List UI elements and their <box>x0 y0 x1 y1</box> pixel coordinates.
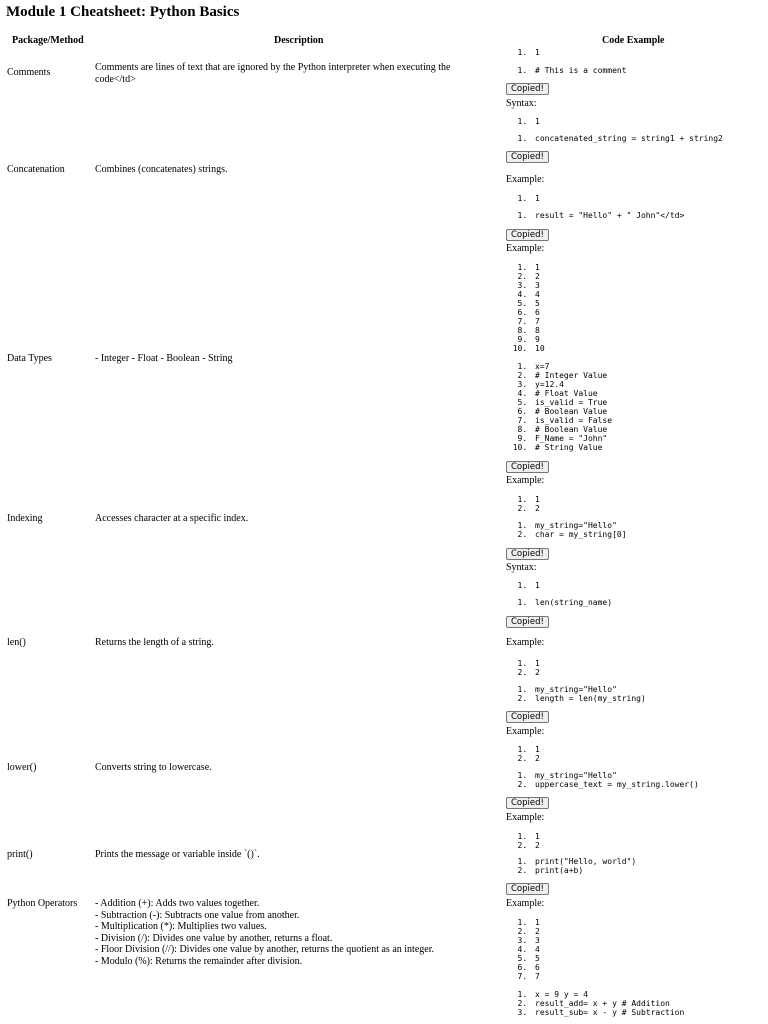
code-lines <box>506 598 768 607</box>
line-number: 1. 1 <box>532 581 768 590</box>
row-desc-lower: Converts string to lowercase. <box>95 762 212 773</box>
line-number: 1. 1 <box>532 263 768 272</box>
row-name-python-operators: Python Operators <box>7 898 78 909</box>
code-lines <box>506 521 768 539</box>
row-desc-python-operators <box>95 898 475 967</box>
line-numbers <box>506 659 768 677</box>
line-numbers <box>506 918 768 981</box>
code-label: Example: <box>506 898 545 909</box>
line-number: 2. 2 <box>532 841 768 850</box>
row-name-data-types: Data Types <box>7 353 52 364</box>
code-line: 5. is_valid = True <box>532 398 768 407</box>
header-description: Description <box>274 35 324 46</box>
copy-button[interactable]: Copied! <box>506 711 549 723</box>
code-lines <box>506 685 768 703</box>
code-line: 2. uppercase_text = my_string.lower() <box>532 780 768 789</box>
row-name-comments: Comments <box>7 67 51 78</box>
code-line: 1. x=7 <box>532 362 768 371</box>
row-name-len: len() <box>7 637 26 648</box>
line-number: 1. 1 <box>532 918 768 927</box>
line-numbers <box>506 117 768 126</box>
line-numbers <box>506 495 768 513</box>
code-line: 1. len(string_name) <box>532 598 768 607</box>
line-number: 1. 1 <box>532 659 768 668</box>
row-desc-concatenation: Combines (concatenates) strings. <box>95 164 228 175</box>
row-desc-print: Prints the message or variable inside `()`. <box>95 849 260 860</box>
line-numbers <box>506 581 768 590</box>
copy-button[interactable]: Copied! <box>506 461 549 473</box>
code-line: 9. F_Name = "John" <box>532 434 768 443</box>
line-number: 1. 1 <box>532 745 768 754</box>
code-example-column <box>506 0 766 1024</box>
code-label: Syntax: <box>506 98 537 109</box>
code-line: 2. print(a+b) <box>532 866 768 875</box>
operator-multiplication: - Multiplication (*): Multiplies two values. <box>95 921 267 932</box>
code-line: 7. is_valid = False <box>532 416 768 425</box>
code-line: 2. length = len(my_string) <box>532 694 768 703</box>
line-numbers <box>506 194 768 203</box>
copy-button[interactable]: Copied! <box>506 83 549 95</box>
code-label: Example: <box>506 726 545 737</box>
line-number: 9. 9 <box>532 335 768 344</box>
code-label: Example: <box>506 243 545 254</box>
row-name-lower: lower() <box>7 762 37 773</box>
code-line: 10. # String Value <box>532 443 768 452</box>
code-line: 1. my_string="Hello" <box>532 685 768 694</box>
line-number: 1. 1 <box>532 194 768 203</box>
code-line: 1. my_string="Hello" <box>532 521 768 530</box>
code-lines <box>506 362 768 452</box>
row-desc-indexing: Accesses character at a specific index. <box>95 513 249 524</box>
line-number: 7. 7 <box>532 972 768 981</box>
code-line: 1. x = 9 y = 4 <box>532 990 768 999</box>
code-label: Syntax: <box>506 562 537 573</box>
line-number: 3. 3 <box>532 936 768 945</box>
line-number: 2. 2 <box>532 927 768 936</box>
line-number: 10. 10 <box>532 344 768 353</box>
row-desc-len: Returns the length of a string. <box>95 637 214 648</box>
copy-button[interactable]: Copied! <box>506 548 549 560</box>
code-line: 1. result = "Hello" + " John"</td> <box>532 211 768 220</box>
line-number: 2. 2 <box>532 754 768 763</box>
code-lines <box>506 857 768 875</box>
header-code-example: Code Example <box>602 35 665 46</box>
line-number: 6. 6 <box>532 308 768 317</box>
code-line: 1. my_string="Hello" <box>532 771 768 780</box>
line-number: 7. 7 <box>532 317 768 326</box>
line-number: 3. 3 <box>532 281 768 290</box>
header-package-method: Package/Method <box>12 35 84 46</box>
line-number: 1. 1 <box>532 832 768 841</box>
code-lines <box>506 211 768 220</box>
code-line: 2. # Integer Value <box>532 371 768 380</box>
copy-button[interactable]: Copied! <box>506 616 549 628</box>
operator-floor-division: - Floor Division (//): Divides one value by another, returns the quotient as an integer. <box>95 944 434 955</box>
operator-addition: - Addition (+): Adds two values together. <box>95 898 260 909</box>
code-line: 6. # Boolean Value <box>532 407 768 416</box>
row-name-print: print() <box>7 849 33 860</box>
line-number: 8. 8 <box>532 326 768 335</box>
row-name-indexing: Indexing <box>7 513 43 524</box>
code-lines <box>506 771 768 789</box>
code-line: 2. char = my_string[0] <box>532 530 768 539</box>
operator-division: - Division (/): Divides one value by another, returns a float. <box>95 932 333 944</box>
line-number: 1. 1 <box>532 495 768 504</box>
code-line: 1. concatenated_string = string1 + string2 <box>532 134 768 143</box>
code-line: 8. # Boolean Value <box>532 425 768 434</box>
code-label: Example: <box>506 812 545 823</box>
line-number: 6. 6 <box>532 963 768 972</box>
copy-button[interactable]: Copied! <box>506 229 549 241</box>
code-label: Example: <box>506 174 545 185</box>
operator-modulo: - Modulo (%): Returns the remainder after division. <box>95 955 303 967</box>
line-number: 1. 1 <box>532 48 768 57</box>
row-desc-comments: Comments are lines of text that are ignored by the Python interpreter when executing the code</td> <box>95 62 451 85</box>
line-number: 4. 4 <box>532 290 768 299</box>
code-lines <box>506 134 768 143</box>
code-label: Example: <box>506 475 545 486</box>
row-desc-data-types: - Integer - Float - Boolean - String <box>95 353 233 364</box>
code-line: 1. # This is a comment <box>532 66 768 75</box>
line-numbers <box>506 832 768 850</box>
line-number: 2. 2 <box>532 504 768 513</box>
code-lines <box>506 66 768 75</box>
copy-button[interactable]: Copied! <box>506 151 549 163</box>
row-name-concatenation: Concatenation <box>7 164 65 175</box>
code-line: 3. result_sub= x - y # Subtraction <box>532 1008 768 1017</box>
line-number: 5. 5 <box>532 954 768 963</box>
code-lines <box>506 990 768 1017</box>
code-label: Example: <box>506 637 545 648</box>
line-number: 2. 2 <box>532 668 768 677</box>
line-numbers <box>506 48 768 57</box>
line-number: 2. 2 <box>532 272 768 281</box>
line-numbers <box>506 745 768 763</box>
page-title: Module 1 Cheatsheet: Python Basics <box>6 4 240 20</box>
operator-subtraction: - Subtraction (-): Subtracts one value from another. <box>95 909 300 921</box>
copy-button[interactable]: Copied! <box>506 797 549 809</box>
code-line: 1. print("Hello, world") <box>532 857 768 866</box>
copy-button[interactable]: Copied! <box>506 883 549 895</box>
line-number: 5. 5 <box>532 299 768 308</box>
code-line: 4. # Float Value <box>532 389 768 398</box>
line-numbers <box>506 263 768 353</box>
code-line: 3. y=12.4 <box>532 380 768 389</box>
line-number: 1. 1 <box>532 117 768 126</box>
line-number: 4. 4 <box>532 945 768 954</box>
code-line: 2. result_add= x + y # Addition <box>532 999 768 1008</box>
